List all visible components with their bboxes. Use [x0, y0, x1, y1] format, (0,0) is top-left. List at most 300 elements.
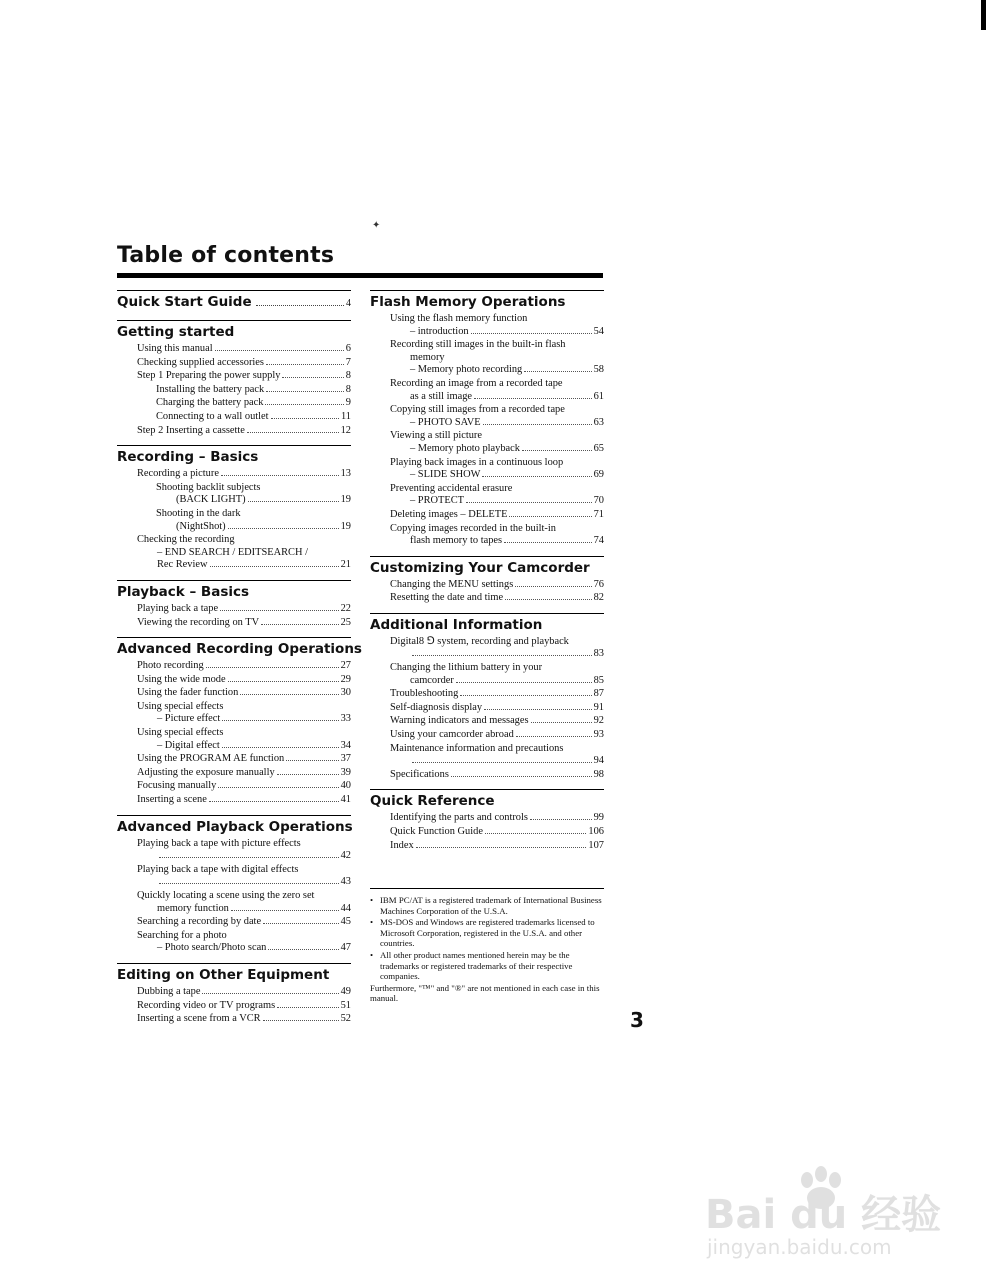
entry-text: Shooting backlit subjects: [156, 481, 261, 493]
entry-list: [137, 838, 351, 955]
dot-leader: [240, 694, 338, 695]
entry-page: 27: [340, 660, 351, 672]
toc-entry: [390, 769, 604, 782]
toc-entry: [137, 370, 351, 383]
entry-text: Using the PROGRAM AE function: [137, 753, 285, 765]
section-title-text: Flash Memory Operations: [370, 294, 566, 310]
entry-page: 70: [593, 495, 604, 507]
entry-text: Photo recording: [137, 660, 204, 672]
entry-line: [390, 417, 604, 430]
dot-leader: [471, 333, 592, 334]
entry-line: [156, 494, 351, 507]
trademark-footnotes: [370, 888, 604, 1004]
entry-text: Dubbing a tape: [137, 985, 201, 997]
entry-text: Installing the battery pack: [156, 383, 265, 395]
entry-page: 91: [593, 701, 604, 713]
dot-leader: [516, 736, 592, 737]
entry-line: [137, 357, 351, 370]
entry-page: 19: [340, 494, 351, 506]
entry-line: [390, 812, 604, 825]
entry-page: 34: [340, 739, 351, 751]
entry-text: Self-diagnosis display: [390, 701, 483, 713]
entry-text: flash memory to tapes: [410, 535, 503, 547]
entry-page: 13: [340, 468, 351, 480]
footnote-item: • All other product names mentioned herein may be the trademarks or registered trademarks of their respective companies.: [370, 950, 604, 982]
toc-entry: [390, 313, 604, 338]
entry-page: 43: [340, 876, 351, 888]
entry-page: 98: [593, 768, 604, 780]
entry-text: Playing back a tape: [137, 602, 219, 614]
entry-page: 74: [593, 535, 604, 547]
section-page: 4: [346, 298, 351, 309]
section-title: [117, 324, 351, 341]
dot-leader: [218, 787, 338, 788]
toc-entry: [390, 729, 604, 742]
entry-text: Playing back a tape with picture effects: [137, 837, 301, 849]
section-title: [117, 449, 351, 466]
dot-leader: [412, 762, 592, 763]
entry-page: 44: [340, 902, 351, 914]
entry-text: Using the fader function: [137, 687, 239, 699]
entry-text: memory: [410, 351, 445, 363]
entry-page: 87: [593, 688, 604, 700]
entry-text: – Picture effect: [157, 713, 221, 725]
toc-entry: [137, 986, 351, 999]
entry-text: camcorder: [410, 674, 454, 686]
entry-line: [137, 674, 351, 687]
entry-line: [137, 617, 351, 630]
entry-text: Using special effects: [137, 700, 224, 712]
dot-leader: [210, 566, 339, 567]
entry-page: 83: [593, 648, 604, 660]
entry-text: Using your camcorder abroad: [390, 729, 514, 741]
toc-entry: [156, 397, 351, 410]
entry-page: 11: [340, 410, 351, 422]
page-number: 3: [630, 1008, 644, 1032]
entry-line: [390, 755, 604, 768]
entry-page: 71: [593, 508, 604, 520]
dot-leader: [261, 624, 338, 625]
toc-entry: [137, 468, 351, 481]
footnote-tail: Furthermore, "™" and "®" are not mentioned in each case in this manual.: [370, 982, 600, 1004]
entry-line: [137, 876, 351, 889]
entry-text: (BACK LIGHT): [176, 494, 246, 506]
entry-line: [390, 715, 604, 728]
section-title-text: Getting started: [117, 324, 235, 340]
toc-entry: [390, 378, 604, 403]
entry-text: Shooting in the dark: [156, 507, 241, 519]
toc-entry: [137, 727, 351, 752]
entry-page: 93: [593, 729, 604, 741]
footnote-item: • IBM PC/AT is a registered trademark of International Business Machines Corporation of the U.S.A.: [370, 895, 604, 916]
entry-text: Maintenance information and precautions: [390, 742, 564, 754]
entry-text: Recording video or TV programs: [137, 999, 276, 1011]
entry-page: 92: [593, 715, 604, 727]
dot-leader: [531, 722, 592, 723]
entry-page: 107: [588, 839, 604, 851]
toc-entry: [390, 688, 604, 701]
toc-entry: [390, 483, 604, 508]
dot-leader: [247, 432, 339, 433]
dot-leader: [277, 1007, 338, 1008]
entry-text: Preventing accidental erasure: [390, 482, 513, 494]
entry-line: [390, 688, 604, 701]
entry-text: – PHOTO SAVE: [410, 416, 481, 428]
entry-line: [137, 753, 351, 766]
section-title: [117, 294, 351, 312]
entry-line: [390, 579, 604, 592]
dot-leader: [206, 667, 339, 668]
toc-entry: [390, 702, 604, 715]
dot-leader: [524, 371, 591, 372]
dot-leader: [263, 1020, 339, 1021]
entry-page: 33: [340, 713, 351, 725]
toc-entry: [137, 617, 351, 630]
entry-page: 7: [345, 356, 351, 368]
entry-text: – PROTECT: [410, 495, 464, 507]
entry-text: Recording a picture: [137, 468, 219, 480]
entry-line: [137, 916, 351, 929]
toc-entry: [137, 794, 351, 807]
entry-list: [137, 343, 351, 437]
section-title-text: Advanced Playback Operations: [117, 818, 353, 835]
entry-line: [390, 826, 604, 839]
toc-entry: [390, 523, 604, 548]
entry-text: Playing back a tape with digital effects: [137, 863, 299, 875]
entry-line: [390, 364, 604, 377]
dot-leader: [530, 819, 592, 820]
entry-text: Playing back images in a continuous loop: [390, 456, 564, 468]
entry-text: Changing the MENU settings: [390, 578, 514, 590]
entry-line: [156, 384, 351, 397]
dot-leader: [505, 599, 591, 600]
entry-line: [137, 986, 351, 999]
section-title: [117, 819, 351, 836]
entry-text: Rec Review: [157, 559, 208, 571]
entry-line: [137, 942, 351, 955]
entry-text: Changing the lithium battery in your: [390, 662, 543, 674]
entry-line: [390, 675, 604, 688]
watermark-brand: Bai du 经验: [705, 1192, 942, 1238]
entry-page: 40: [340, 780, 351, 792]
entry-line: [137, 713, 351, 726]
entry-page: 49: [340, 985, 351, 997]
dot-leader: [460, 695, 591, 696]
dot-leader: [231, 910, 339, 911]
toc-entry: [137, 534, 351, 572]
section-title: [370, 294, 604, 311]
toc-entry: [137, 357, 351, 370]
section-title-text: Playback – Basics: [117, 583, 250, 600]
toc-entry: [156, 482, 351, 507]
entry-list: [390, 636, 604, 782]
dot-leader: [286, 760, 338, 761]
entry-page: 61: [593, 390, 604, 402]
entry-text: Using this manual: [137, 343, 213, 354]
section-title-text: Quick Reference: [370, 793, 495, 810]
toc-entry: [137, 343, 351, 356]
toc-section: [370, 290, 604, 548]
entry-page: 9: [345, 397, 351, 409]
dot-leader: [515, 586, 591, 587]
entry-line: [390, 443, 604, 456]
toc-section: [370, 613, 604, 782]
entry-text: Quickly locating a scene using the zero set: [137, 890, 315, 901]
toc-entry: [156, 411, 351, 424]
entry-page: 19: [340, 520, 351, 532]
scan-edge-mark: [981, 0, 986, 30]
entry-line: [390, 729, 604, 742]
toc-section: [117, 320, 351, 437]
entry-text: Copying still images from a recorded tape: [390, 404, 565, 416]
entry-line: [390, 769, 604, 782]
entry-text: Identifying the parts and controls: [390, 812, 528, 824]
entry-page: 58: [593, 364, 604, 376]
entry-page: 39: [340, 766, 351, 778]
entry-page: 85: [593, 674, 604, 686]
entry-line: [137, 903, 351, 916]
footnote-item: • MS-DOS and Windows are registered trademarks licensed to Microsoft Corporation, registered in the U.S.A. and other countries.: [370, 917, 604, 949]
section-title: [370, 560, 604, 577]
entry-page: 37: [340, 753, 351, 765]
toc-entry: [137, 890, 351, 915]
entry-line: [390, 535, 604, 548]
toc-entry: [390, 812, 604, 825]
toc-entry: [137, 603, 351, 616]
entry-text: – Photo search/Photo scan: [157, 942, 267, 954]
entry-text: Recording still images in the built-in flash: [390, 339, 566, 351]
section-title-text: Recording – Basics: [117, 449, 259, 466]
entry-text: Step 1 Preparing the power supply: [137, 370, 281, 382]
entry-text: – introduction: [410, 325, 469, 337]
dot-leader: [159, 883, 339, 884]
entry-text: Viewing the recording on TV: [137, 616, 260, 628]
entry-line: [390, 702, 604, 715]
entry-text: memory function: [157, 902, 229, 914]
toc-entry: [137, 425, 351, 438]
entry-line: [137, 687, 351, 700]
entry-line: [390, 391, 604, 404]
dot-leader: [482, 476, 591, 477]
section-title-text: Additional Information: [370, 616, 543, 633]
entry-list: [137, 603, 351, 629]
watermark-url: jingyan.baidu.com: [707, 1235, 892, 1259]
dot-leader: [485, 833, 586, 834]
toc-entry: [390, 509, 604, 522]
entry-page: 25: [340, 616, 351, 628]
entry-list: [390, 812, 604, 852]
entry-text: Searching for a photo: [137, 929, 227, 941]
entry-text: – Memory photo recording: [410, 364, 523, 376]
scan-speck: ✦: [372, 220, 381, 231]
title-rule: [117, 273, 603, 278]
toc-entry: [390, 826, 604, 839]
entry-page: 47: [340, 942, 351, 954]
entry-page: 42: [340, 850, 351, 862]
dot-leader: [282, 377, 343, 378]
entry-page: 99: [593, 812, 604, 824]
toc-entry: [390, 636, 604, 661]
toc-entry: [390, 579, 604, 592]
toc-entry: [390, 339, 604, 377]
dot-leader: [474, 398, 592, 399]
entry-text: as a still image: [410, 390, 473, 402]
dot-leader: [209, 801, 339, 802]
entry-page: 12: [340, 424, 351, 436]
entry-text: – Digital effect: [157, 739, 220, 751]
entry-text: Viewing a still picture: [390, 430, 483, 442]
entry-page: 8: [345, 383, 351, 395]
entry-line: [390, 840, 604, 853]
toc-entry: [137, 687, 351, 700]
entry-text: Checking supplied accessories: [137, 356, 264, 368]
dot-leader: [202, 993, 338, 994]
dot-leader: [248, 501, 339, 502]
toc-entry: [390, 404, 604, 429]
entry-line: [156, 397, 351, 410]
entry-line: [137, 603, 351, 616]
entry-page: 54: [593, 325, 604, 337]
dot-leader: [268, 949, 338, 950]
entry-page: 76: [593, 578, 604, 590]
entry-line: [137, 767, 351, 780]
entry-text: – Memory photo playback: [410, 442, 520, 454]
toc-entry: [390, 715, 604, 728]
toc-entry: [390, 662, 604, 687]
entry-text: – SLIDE SHOW: [410, 469, 481, 481]
entry-line: [137, 468, 351, 481]
entry-line: [156, 521, 351, 534]
entry-text: Resetting the date and time: [390, 592, 504, 604]
entry-page: 8: [345, 370, 351, 382]
entry-line: [137, 370, 351, 383]
toc-entry: [137, 660, 351, 673]
baidu-watermark: [705, 1140, 955, 1260]
toc-entry: [390, 592, 604, 605]
entry-text: Using the flash memory function: [390, 313, 528, 324]
toc-section: [117, 637, 362, 807]
entry-list: [137, 468, 351, 572]
toc-section: [117, 445, 351, 572]
entry-list: [390, 313, 604, 548]
toc-entry: [390, 430, 604, 455]
entry-list: [137, 660, 351, 807]
entry-text: Recording an image from a recorded tape: [390, 377, 563, 389]
dot-leader: [228, 528, 339, 529]
dot-leader: [266, 364, 344, 365]
entry-page: 29: [340, 673, 351, 685]
entry-text: Quick Function Guide: [390, 826, 483, 837]
dot-leader: [220, 610, 339, 611]
entry-text: Inserting a scene: [137, 794, 207, 806]
dot-leader: [277, 774, 339, 775]
entry-text: Specifications: [390, 768, 449, 780]
entry-line: [137, 780, 351, 793]
entry-page: 82: [593, 592, 604, 604]
toc-entry: [156, 508, 351, 533]
section-title-text: Customizing Your Camcorder: [370, 559, 590, 576]
toc-section: [370, 789, 604, 852]
section-title: [117, 967, 351, 984]
dot-leader: [484, 709, 592, 710]
toc-entry: [137, 1000, 351, 1013]
entry-line: [137, 660, 351, 673]
entry-page: 30: [340, 687, 351, 699]
toc-entry: [390, 743, 604, 768]
entry-text: Using the wide mode: [137, 673, 226, 685]
dot-leader: [263, 923, 339, 924]
dot-leader: [416, 847, 587, 848]
entry-list: [390, 579, 604, 605]
toc-section: [117, 815, 351, 955]
dot-leader: [228, 681, 339, 682]
toc-left-column: [117, 290, 362, 1034]
entry-text: Digital8 ⅁ system, recording and playback: [390, 635, 569, 647]
dot-leader: [412, 655, 592, 656]
entry-line: [137, 559, 351, 572]
entry-page: 63: [593, 416, 604, 428]
entry-text: (NightShot): [176, 520, 226, 532]
dot-leader: [483, 424, 592, 425]
entry-line: [156, 411, 351, 424]
dot-leader: [271, 418, 339, 419]
entry-line: [137, 850, 351, 863]
entry-text: Charging the battery pack: [156, 397, 264, 409]
dot-leader: [222, 747, 339, 748]
entry-page: 51: [340, 999, 351, 1011]
toc-entry: [156, 384, 351, 397]
toc-entry: [137, 767, 351, 780]
entry-page: 106: [588, 826, 604, 837]
entry-line: [390, 495, 604, 508]
entry-text: Connecting to a wall outlet: [156, 410, 269, 422]
entry-line: [390, 648, 604, 661]
toc-entry: [390, 457, 604, 482]
entry-text: Adjusting the exposure manually: [137, 766, 275, 778]
toc-entry: [137, 838, 351, 863]
dot-leader: [451, 776, 592, 777]
toc-section: [117, 963, 351, 1026]
footnote-list: [370, 895, 604, 982]
entry-line: [137, 343, 351, 356]
section-title: [117, 584, 351, 601]
entry-line: [137, 425, 351, 438]
entry-text: – END SEARCH / EDITSEARCH /: [157, 546, 308, 558]
entry-page: 21: [340, 559, 351, 571]
toc-entry: [137, 930, 351, 955]
dot-leader: [256, 305, 344, 306]
toc-section: [370, 556, 604, 605]
entry-text: Deleting images – DELETE: [390, 508, 508, 520]
entry-text: Troubleshooting: [390, 688, 459, 700]
page-title: Table of contents: [117, 243, 335, 268]
toc-entry: [137, 1013, 351, 1026]
entry-text: Copying images recorded in the built-in: [390, 522, 556, 534]
entry-line: [390, 469, 604, 482]
entry-text: Index: [390, 839, 414, 851]
entry-page: 41: [340, 794, 351, 806]
dot-leader: [522, 450, 592, 451]
dot-leader: [266, 391, 344, 392]
dot-leader: [466, 502, 592, 503]
section-title: [117, 641, 362, 658]
dot-leader: [509, 516, 591, 517]
dot-leader: [159, 857, 339, 858]
dot-leader: [265, 404, 343, 405]
entry-line: [137, 1013, 351, 1026]
dot-leader: [215, 350, 344, 351]
toc-entry: [137, 864, 351, 889]
